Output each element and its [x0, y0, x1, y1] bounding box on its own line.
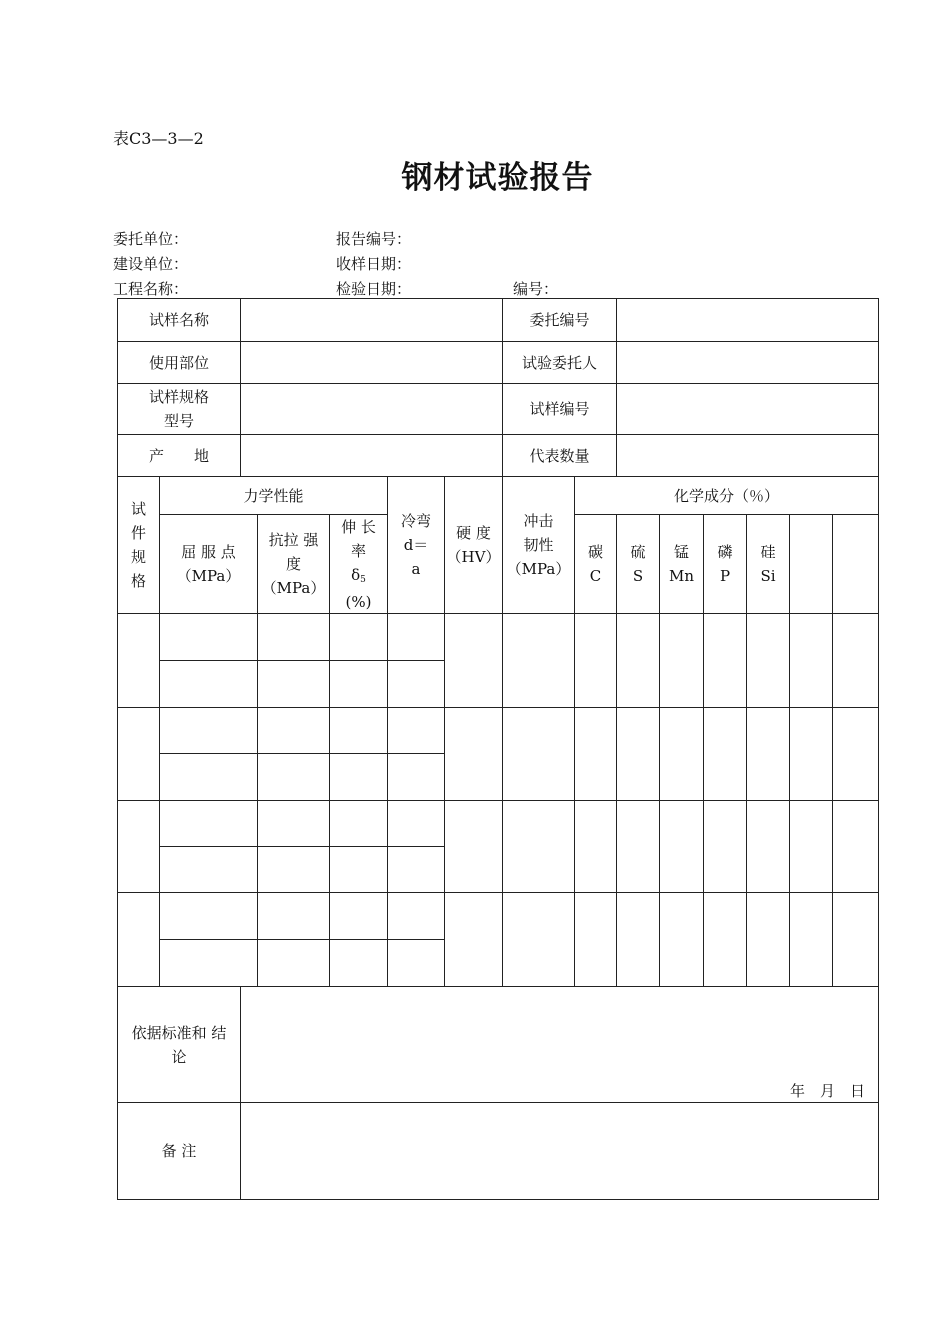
cold-bend-header: 冷弯 d＝ a: [400, 512, 431, 578]
client-unit-label: 委托单位：: [113, 230, 189, 248]
hardness-header: 硬 度 （HV）: [446, 524, 501, 566]
mechanical-properties-header: 力学性能: [243, 486, 304, 505]
element-silicon-header: 硅 Si: [760, 543, 776, 585]
origin-label: 产 地: [148, 446, 209, 465]
element-manganese-header: 锰 Mn: [668, 543, 695, 585]
sample-date-label: 收样日期：: [336, 255, 412, 273]
element-carbon-header: 碳 C: [587, 543, 603, 585]
construction-unit-label: 建设单位：: [113, 255, 189, 273]
chemical-composition-header: 化学成分（％）: [673, 486, 779, 505]
yield-point-header: 屈 服 点 （MPa）: [176, 543, 241, 585]
sample-no-label: 试样编号: [529, 400, 590, 418]
serial-no-label: 编号：: [513, 280, 559, 298]
sample-name-label: 试样名称: [148, 311, 209, 329]
specimen-spec-header: 试 件 规 格: [130, 500, 146, 590]
commission-no-label: 委托编号: [529, 311, 590, 329]
element-sulfur-header: 硫 S: [630, 543, 646, 585]
conclusion-label: 依据标准和 结 论: [131, 1023, 227, 1066]
sample-spec-label: 试样规格 型号: [148, 388, 209, 430]
use-location-label: 使用部位: [148, 353, 209, 372]
report-no-label: 报告编号：: [336, 230, 412, 248]
remarks-label: 备 注: [161, 1142, 197, 1160]
test-date-label: 检验日期：: [336, 280, 412, 298]
element-phosphorus-header: 磷 P: [717, 543, 733, 585]
elongation-header: 伸 长 率 δ5 (%): [341, 517, 376, 611]
quantity-label: 代表数量: [529, 446, 590, 465]
conclusion-date: 年 月 日: [790, 1082, 866, 1100]
form-code: 表C3—3—2: [113, 129, 204, 148]
tensile-strength-header: 抗拉 强 度 （MPa）: [261, 531, 326, 597]
test-client-label: 试验委托人: [521, 353, 597, 372]
project-name-label: 工程名称：: [113, 280, 189, 298]
document-title: 钢材试验报告: [401, 160, 594, 196]
impact-toughness-header: 冲击 韧性 （MPa）: [506, 512, 571, 578]
